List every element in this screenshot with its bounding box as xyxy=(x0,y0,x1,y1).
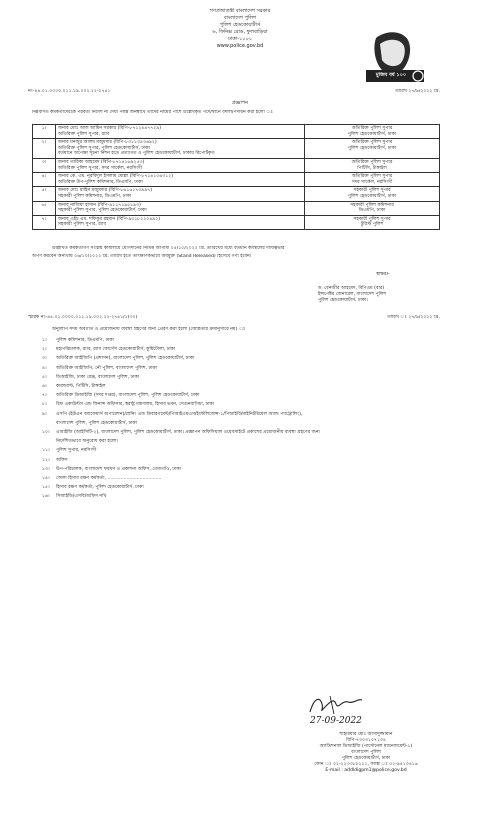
table-cell-from: জনাব মোঃ আল আমিন সরকার (বিপি-৮৭১২৪৪৭৭২৯) অতিরিক্ত পুলিশ সুপার, র‍্যাব xyxy=(56,125,305,139)
signer-2-phone: ফোন ঃ ০২-২২৩৩৮৮২২১, ফ্যাক্স ঃ ০২-৯৫১০৪১৬ xyxy=(314,762,418,767)
list-item-text: অতিরিক্ত আইজিপি (প্রশাসন), বাংলাদেশ পুলিশ, পুলিশ হেডকোয়ার্টার্স, ঢাকা xyxy=(56,356,195,362)
header-website: www.police.gov.bd xyxy=(216,43,264,49)
signer-2-block xyxy=(296,732,436,774)
list-item-number: ৮। xyxy=(42,402,47,408)
copy-intro: অনুলিপি সদয় অবগতি ও প্রয়োজনীয় ব্যবস্থা গ্রহণের জন্য প্রেরণ করা হলো (জ্যেষ্ঠতার ক্রমানুসারে নয়) ঃ xyxy=(52,327,246,332)
list-item xyxy=(42,458,68,464)
list-item-text: জেলা হিসাব রক্ষণ কর্মকর্তা, ..................................... xyxy=(56,476,162,481)
list-item xyxy=(42,347,175,353)
list-item xyxy=(42,467,181,473)
signer-2-title: অ্যাডিশনাল ডিআইজি (পার্সোনেল ম্যানেজমেন্ট-১) xyxy=(319,744,413,749)
table-row xyxy=(33,173,440,187)
list-item-text: বাংলাদেশ পুলিশ, পুলিশ হেডকোয়ার্টার্স, ঢাকা xyxy=(56,420,137,426)
list-item-text: অফিস xyxy=(56,457,68,463)
list-item xyxy=(42,439,118,445)
table-row xyxy=(33,215,440,229)
signer-1-block xyxy=(318,272,448,304)
list-item xyxy=(42,412,302,418)
list-item-number: ১০। xyxy=(42,430,50,435)
list-item xyxy=(42,366,157,372)
table-cell-to: সহকারী পুলিশ সুপার পুলিশ হেডকোয়ার্টার্স, ঢাকা xyxy=(305,187,440,201)
table-cell-from: জনাব এইচ এম. শফিকুর রহমান (বিপি-৯৩১৮২২০৪৯২) সহকারী পুলিশ সুপার, র‍্যাব xyxy=(56,215,305,229)
list-item xyxy=(42,421,137,427)
list-item-number: ১৬। xyxy=(42,494,50,500)
signer-1-label: স্বাক্ষর/- xyxy=(376,272,390,277)
table-cell-sl: ১। xyxy=(33,125,56,139)
list-item-text: অতিরিক্ত আইজিপি, নৌ পুলিশ, বাংলাদেশ পুলিশ, ঢাকা xyxy=(56,365,157,371)
signer-1-title: ইন্সপেক্টর জেনারেল, বাংলাদেশ পুলিশ xyxy=(318,292,387,297)
list-item-number: ১২। xyxy=(42,457,50,463)
list-item xyxy=(42,448,96,454)
list-item-text: ডিআইজি, ঢাকা রেঞ্জ, বাংলাদেশ পুলিশ, ঢাকা xyxy=(56,374,139,380)
list-item-text: মহাপরিচালক, র‍্যাব, র‍্যাব ফোর্সেস হেডকোয়ার্টার্স, কুর্মিটোলা, ঢাকা xyxy=(56,347,176,353)
header-line-2: বাংলাদেশ পুলিশ xyxy=(223,15,257,21)
list-item xyxy=(42,338,114,344)
transfer-table xyxy=(32,124,440,230)
list-item xyxy=(42,402,214,408)
header-line-4: ৬, ফিনিক্স রোড, ফুলবাড়িয়া xyxy=(212,29,268,35)
signer-2-bp: বিপি-৭৩০৩১০৭১৩৪ xyxy=(346,738,386,743)
list-item-number: ১১। xyxy=(42,448,50,454)
list-item xyxy=(42,430,320,436)
list-item-number: ৪। xyxy=(42,365,47,371)
intro-paragraph: নিম্নবর্ণিত কর্মকর্তাদেরকে পরবর্তী নির্দেশ না দেয়া পর্যন্ত জনস্বার্থে তাদের নামের পাশে উল্লেখকৃত পদে/স্থানে বদলি/পদায়ন করা হলো ঃ xyxy=(32,110,273,115)
list-item-number: ৬। xyxy=(42,384,47,389)
signer-1-office: পুলিশ হেডকোয়ার্টার্স, ঢাকা। xyxy=(318,298,369,303)
list-item-text: অতিরিক্ত ডিআইজি (সদর দপ্তর), বাংলাদেশ পুলিশ, পুলিশ হেডকোয়ার্টার্স, ঢাকা xyxy=(56,393,200,399)
list-item-number: ১। xyxy=(42,338,47,343)
list-item-text: পুলিশ কমিশনার, ডিএমপি, ঢাকা xyxy=(56,338,114,343)
list-item-number: ১৩। xyxy=(42,466,50,472)
table-row xyxy=(33,139,440,159)
table-row xyxy=(33,125,440,139)
table-cell-from: জনাব নাজিয়া হাসান (বিপি-৯১১৭১৯৫১৯৩) সহকারী পুলিশ সুপার, পুলিশ হেডকোয়ার্টার্স, ঢাকা xyxy=(56,201,305,215)
memo-date: তারিখ ২৭/৯/২০২২ খ্রি. xyxy=(395,89,440,94)
list-item-text: নির্দেশিতভাবে অনুরোধ করা হলো। xyxy=(56,439,119,445)
table-cell-sl: ৪। xyxy=(33,173,56,187)
table-cell-from: জনাব মনজুর আলম মজুমদার (বিপি-৮৩১১৩৪৩৬৯২) অতিরিক্ত পুলিশ সুপার, পুলিশ হেডকোয়ার্টার্স, ঢাকা বর্তমানে অপেক্ষা সূচনা নিশন হতে প্রত্যাগত ও পুলিশ হেডকোয়ার্টার্স, ঢাকায় রিপোর্টকৃত xyxy=(56,139,305,159)
list-item-number: ১৫। xyxy=(42,485,50,491)
memo-number-2: স্মারক নং-৪৪.০১.০০০০.০১১.১৯.০০২.২২-২৭৪১/১(৩০) xyxy=(28,315,138,320)
list-item xyxy=(42,356,194,362)
mujib-borsho-logo xyxy=(358,30,432,86)
closing-paragraph-1: উল্লিখিত কর্মকর্তাগণ সংশ্লিষ্ট কার্যালয়ে যোগদানের নিমিত্ত আগামী ০৫/১০/২০২২ খ্রি. তারিখের মধ্যে বর্তমান কর্মস্থলের দায়িত্বভার xyxy=(52,246,285,251)
list-item xyxy=(42,485,144,491)
list-item-text: পুলিশ সুপার, নরসিংদী xyxy=(56,448,97,454)
table-cell-to: অতিরিক্ত পুলিশ সুপার পুলিশ হেডকোয়ার্টার্স, ঢাকা xyxy=(305,125,440,139)
list-item-text: চিফ একাউন্টস এন্ড ফিনান্স অফিসার, স্বরাষ্ট্র মন্ত্রণালয়, হিসাব ভবন, সেগুনবাগিচা, ঢাকা xyxy=(56,402,215,408)
table-row xyxy=(33,187,440,201)
list-item xyxy=(42,476,162,482)
table-cell-to: অতিরিক্ত পুলিশ সুপার পিটিসি, টাঙ্গাইল xyxy=(305,158,440,172)
gov-header xyxy=(140,8,340,50)
list-item-number: ১৪। xyxy=(42,476,50,481)
table-cell-to: অতিরিক্ত পুলিশ সুপার সদর সার্কেল, নরসিংদী xyxy=(305,173,440,187)
table-cell-from: জনাব মোঃ মাহিন মজুমদার (বিপি-৮৬১৬১৭৩৯৯৭) সহকারী পুলিশ কমিশনার, ডিএমপি, ঢাকা xyxy=(56,187,305,201)
list-item xyxy=(42,393,199,399)
table-cell-from: জনাব তারিকা আহমেদ (বিপি-৮৭১৪১৬৯২৫৩) অতিরিক্ত পুলিশ সুপার, সদর সার্কেল, নরসিংদী xyxy=(56,158,305,172)
table-cell-from: জনাব কে. এম. নূরবিদুল ইসলাম মোল্লা (বিপি-৮৭১৪১০৬৩১২) অতিরিক্ত উপ-পুলিশ কমিশনার, ডিএমপি, ঢাকা xyxy=(56,173,305,187)
table-row xyxy=(33,158,440,172)
signer-2-office: পুলিশ হেডকোয়ার্টার্স, ঢাকা xyxy=(341,756,391,761)
list-item-text: এআইজি (আইসিটি-২), বাংলাদেশ পুলিশ, পুলিশ হেডকোয়ার্টার্স, ঢাকা। প্রজ্ঞাপন অফিসিয়াল ওয়েবসাইটে প্রকাশের প্রয়োজনীয় ব্যবস্থা গ্রহণের জন্য xyxy=(56,430,320,435)
list-item xyxy=(42,384,106,390)
closing-paragraph-2: অর্পণ করবেন অন্যথায় ০৬/১০/২০২২ খ্রি. তারিখ হতে তাৎক্ষণিকভাবে অবমুক্ত (Stand Released) হিসেবে গণ্য হবেন। xyxy=(32,254,252,259)
list-item xyxy=(42,494,106,500)
table-cell-sl: ৩। xyxy=(33,158,56,172)
table-row xyxy=(33,201,440,215)
signature-date: 27-09-2022 xyxy=(310,716,362,726)
list-item-number: ২। xyxy=(42,347,47,353)
header-line-3: পুলিশ হেডকোয়ার্টার্স xyxy=(219,22,261,28)
list-item-number: ৩। xyxy=(42,356,47,362)
table-cell-to: অতিরিক্ত পুলিশ সুপার পুলিশ হেডকোয়ার্টার্স, ঢাকা xyxy=(305,139,440,159)
table-cell-sl: ৭। xyxy=(33,215,56,229)
signer-2-email: E-mail : addldigpm1@police.gov.bd xyxy=(325,768,407,773)
header-line-5: ঢাকা-১০০০ xyxy=(227,36,253,42)
list-item-text: উপ-পরিচালক, বাংলাদেশ ফরমস ও প্রকাশনা অফিস, তেজগাঁও, ঢাকা xyxy=(56,466,181,472)
logo-caption: মুজিব বর্ষ ১০০ xyxy=(375,72,407,78)
table-cell-sl: ২। xyxy=(33,139,56,159)
table-cell-to: সহকারী পুলিশ কমিশনার ডিএমপি, ঢাকা xyxy=(305,201,440,215)
signer-1-name: ড. বেনজীর আহমেদ, বিপিএম (বার) xyxy=(318,286,385,291)
list-item xyxy=(42,375,139,381)
signer-2-org: বাংলাদেশ পুলিশ xyxy=(351,750,381,755)
list-item-text: হিসাব রক্ষণ কর্মকর্তা, পুলিশ হেডকোয়ার্টার্স, ঢাকা xyxy=(56,485,144,491)
table-cell-sl: ৬। xyxy=(33,201,56,215)
list-item-number: ৫। xyxy=(42,374,47,380)
list-item-number: ৯। xyxy=(42,411,47,417)
memo-date-2: তারিখ ঃ ২৭/৯/২০২২ খ্রি. xyxy=(387,315,440,320)
list-item-text: সিআইডি/এসবি/অফিস নথি xyxy=(56,494,107,500)
document-title: প্রজ্ঞাপন xyxy=(231,100,249,106)
list-item-number: ৭। xyxy=(42,393,47,399)
header-line-1: গণপ্রজাতন্ত্রী বাংলাদেশ সরকার xyxy=(209,8,271,14)
list-item-text: কমান্ড্যান্ট, পিটিসি, টাঙ্গাইল xyxy=(56,384,106,389)
memo-number: নং-৪৪.০১.০০০০.০১১.১৯.০০২.২২-২৭৪১ xyxy=(28,89,111,94)
list-item-text: এসপি (ইউএন অ্যাফেয়ার্স অপারেশন)/প্লানিং এন্ড ডিবারগমেন্ট/পিআইএমএস/ইন্টেলিজেন্স-১/পিআইবি/মাইনিটরিয়েল অ্যান্ড প্যাট্রোলিং), xyxy=(56,411,303,417)
signer-2-name: শাহরিয়ার মোঃ আসাদুজ্জামান xyxy=(339,732,393,737)
table-cell-sl: ৫। xyxy=(33,187,56,201)
table-cell-to: সহকারী পুলিশ সুপার টুরিস্ট পুলিশ xyxy=(305,215,440,229)
